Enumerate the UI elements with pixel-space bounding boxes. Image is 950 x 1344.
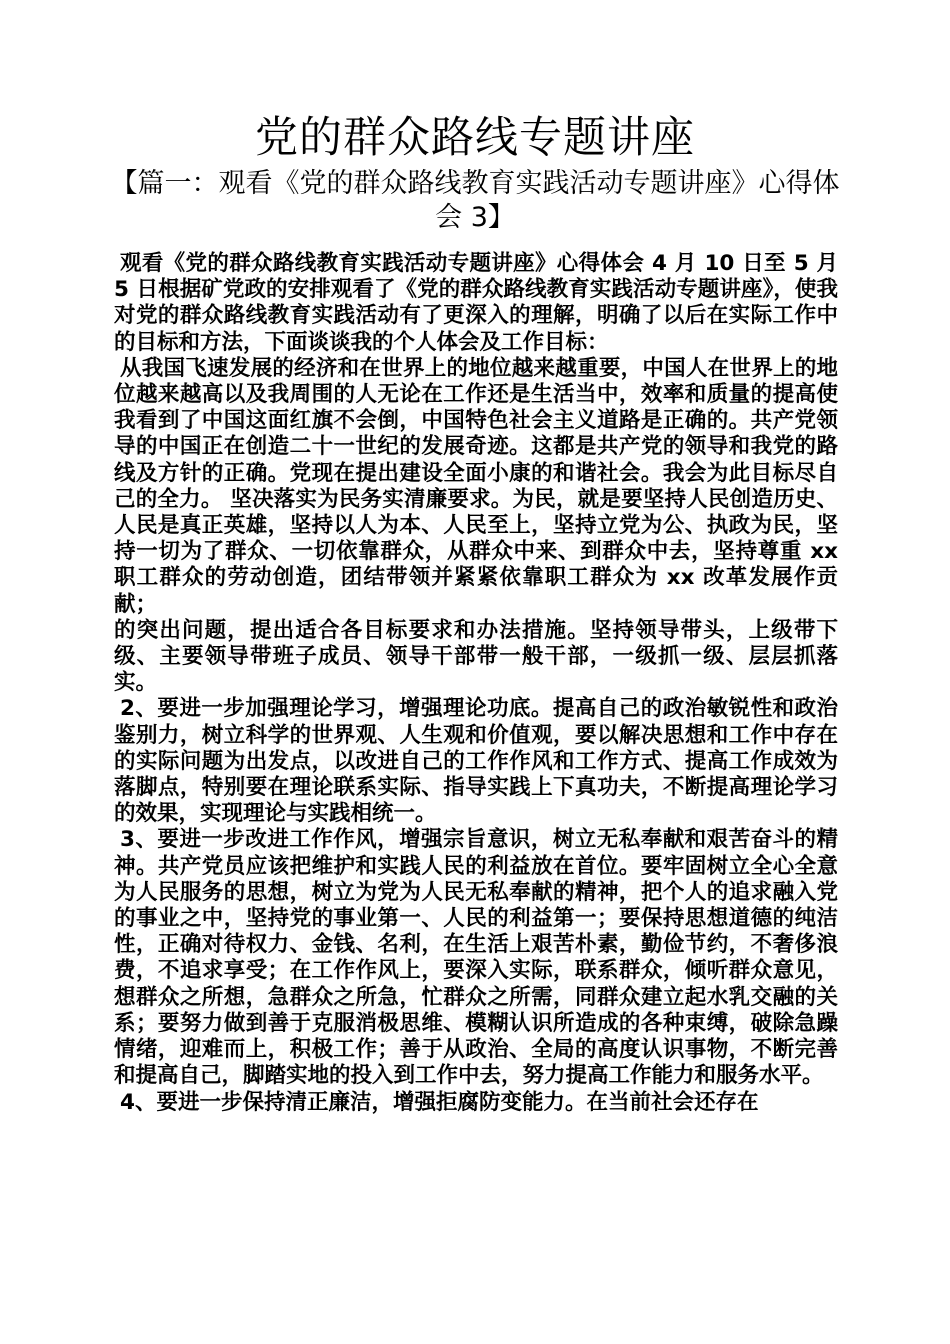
document-title: 党的群众路线专题讲座 xyxy=(255,113,695,163)
document-subtitle: 【篇一：观看《党的群众路线教育实践活动专题讲座》心得体会 3】 xyxy=(110,168,840,233)
paragraph-point-4: 4、要进一步保持清正廉洁，增强拒腐防变能力。在当前社会还存在 xyxy=(120,1089,759,1115)
paragraph-development: 从我国飞速发展的经济和在世界上的地位越来越重要，中国人在世界上的地位越来越高以及我周围的人无论在工作还是生活当中，效率和质量的提高使我看到了中国这面红旗不会倒，中国特色社会主义道路是正确的。共产党领导的中国正在创造二十一世纪的发展奇迹。这都是共产党的领导和我党的路线及方针的正确。党现在提出建设全面小康的和谐社会。我会为此目标尽自己的全力。 坚决落实为民务实清廉要求。为民，就是要坚持人民创造历史、人民是真正英雄，坚持以人为本、人民至上，坚持立党为公、执政为民，坚持一切为了群众、一切依靠群众，从群众中来、到群众中去，坚持尊重 xx 职工群众的劳动创造，团结带领并紧紧依靠职工群众为 xx 改革发展作贡献； xyxy=(114,355,838,617)
paragraph-point-3: 3、要进一步改进工作作风，增强宗旨意识，树立无私奉献和艰苦奋斗的精神。共产党员应该把维护和实践人民的利益放在首位。要牢固树立全心全意为人民服务的思想，树立为党为人民无私奉献的精神，把个人的追求融入党的事业之中，坚持党的事业第一、人民的利益第一；要保持思想道德的纯洁性，正确对待权力、金钱、名利，在生活上艰苦朴素，勤俭节约，不奢侈浪费，不追求享受；在工作作风上，要深入实际，联系群众，倾听群众意见，想群众之所想，急群众之所急，忙群众之所需，同群众建立起水乳交融的关系；要努力做到善于克服消极思维、模糊认识所造成的各种束缚，破除急躁情绪，迎难而上，积极工作；善于从政治、全局的高度认识事物，不断完善和提高自己，脚踏实地的投入到工作中去，努力提高工作能力和服务水平。 xyxy=(114,827,838,1089)
document-body xyxy=(114,251,838,1116)
paragraph-intro: 观看《党的群众路线教育实践活动专题讲座》心得体会 4 月 10 日至 5 月 5 日根据矿党政的安排观看了《党的群众路线教育实践活动专题讲座》，使我对党的群众路线教育实践活动有了更深入的理解，明确了以后在实际工作中的目标和方法，下面谈谈我的个人体会及工作目标： xyxy=(114,251,838,355)
paragraph-point-2: 2、要进一步加强理论学习，增强理论功底。提高自己的政治敏锐性和政治鉴别力，树立科学的世界观、人生观和价值观，要以解决思想和工作中存在的实际问题为出发点，以改进自己的工作作风和工作方式、提高工作成效为落脚点，特别要在理论联系实际、指导实践上下真功夫，不断提高理论学习的效果，实现理论与实践相统一。 xyxy=(114,696,838,827)
paragraph-leadership: 的突出问题，提出适合各目标要求和办法措施。坚持领导带头，上级带下级、主要领导带班子成员、领导干部带一般干部，一级抓一级、层层抓落实。 xyxy=(114,617,838,696)
